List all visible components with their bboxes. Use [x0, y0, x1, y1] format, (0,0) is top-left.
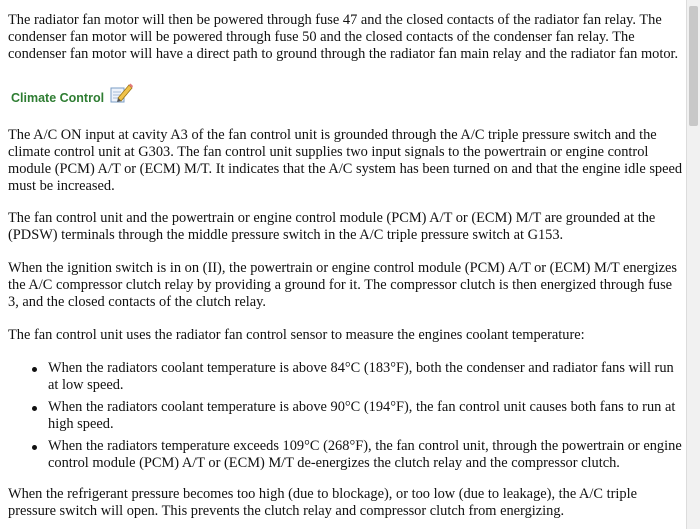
scrollbar-thumb[interactable] [689, 6, 698, 126]
bullet-icon [32, 367, 37, 372]
section-heading-text: Climate Control [11, 91, 105, 105]
paragraph-ignition: When the ignition switch is in on (II), the powertrain or engine control module (PCM) A/T or (ECM) M/T energizes the A/C compressor clutch relay by providing a ground for it. The compressor clutch is then energized through fuse 3, and the closed contacts of the clutch relay. [8, 260, 678, 310]
list-item-text: When the radiators coolant temperature is above 84°C (183°F), both the condenser and radiator fans will run at low speed. [48, 360, 674, 393]
list-item [0, 360, 684, 394]
pencil-edit-icon[interactable] [109, 82, 133, 104]
paragraph-fan-sensor: The fan control unit uses the radiator fan control sensor to measure the engines coolant temperature: [8, 327, 585, 343]
coolant-temperature-list [0, 360, 684, 477]
list-item [0, 438, 684, 472]
closing-paragraph: When the refrigerant pressure becomes too high (due to blockage), or too low (due to leakage), the A/C triple pressure switch will open. This prevents the clutch relay and compressor clutch from energizing. [8, 486, 637, 519]
list-item-text: When the radiators coolant temperature is above 90°C (194°F), the fan control unit causes both fans to run at high speed. [48, 399, 676, 432]
vertical-scrollbar[interactable] [686, 0, 700, 529]
intro-paragraph: The radiator fan motor will then be powered through fuse 47 and the closed contacts of the radiator fan relay. The condenser fan motor will be powered through fuse 50 and the closed contacts of the condenser fan relay. The condenser fan motor will have a direct path to ground through the radiator fan main relay and the radiator fan motor. [8, 12, 679, 62]
paragraph-ac-on-input: The A/C ON input at cavity A3 of the fan control unit is grounded through the A/C triple pressure switch and the climate control unit at G303. The fan control unit supplies two input signals to the powertrain or engine control module (PCM) A/T or (ECM) M/T. It indicates that the A/C system has been turned on and that the engine idle speed must be increased. [8, 127, 683, 194]
bullet-icon [32, 445, 37, 450]
bullet-icon [32, 406, 37, 411]
section-heading [11, 91, 133, 105]
paragraph-grounding: The fan control unit and the powertrain or engine control module (PCM) A/T or (ECM) M/T are grounded at the (PDSW) terminals through the middle pressure switch in the A/C triple pressure switch at G153. [8, 210, 656, 243]
list-item [0, 399, 684, 433]
list-item-text: When the radiators temperature exceeds 109°C (268°F), the fan control unit, through the powertrain or engine control module (PCM) A/T or (ECM) M/T de-energizes the clutch relay and the compressor clutch. [48, 438, 682, 471]
